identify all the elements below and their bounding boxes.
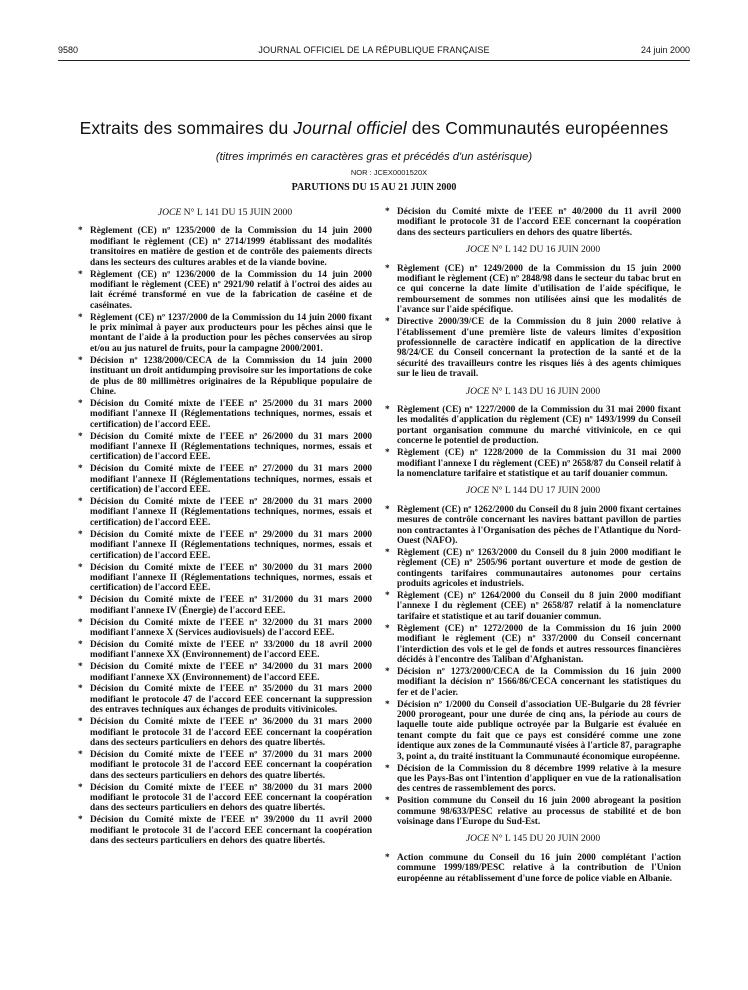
entry-text: Décision de la Commission du 8 décembre 1999 relative à la mesure que les Pays-Bas ont l'intention d'appliquer en vue de la rationalisation des centres de rassemblement des porcs. [397,763,681,795]
entry-text: Règlement (CE) nº 1237/2000 de la Commission du 14 juin 2000 fixant le prix minimal à payer aux producteurs pour les pêches ainsi que le montant de l'aide à la production pour les pêches conservées au sirop et/ou au jus naturel de fruits, pour la campagne 2000/2001. [90,312,372,354]
joce-label: JOCE [465,485,490,497]
entry-text: Décision du Comité mixte de l'EEE nº 36/2000 du 31 mars 2000 modifiant le protocole 31 de l'accord EEE concernant la coopération dans des secteurs particuliers en dehors des quatre libertés. [90,717,372,748]
joce-label: JOCE [465,385,490,397]
list-item [78,497,372,528]
section-heading-l143 [385,387,681,397]
asterisk-marker: * [78,782,83,793]
list-item [385,405,681,447]
section-issue: N° L 142 DU 16 JUIN 2000 [489,244,601,256]
entry-text: Règlement (CE) nº 1227/2000 de la Commission du 31 mai 2000 fixant les modalités d'application du règlement (CE) nº 1493/1999 du Conseil portant organisation commune du marché vitivinicole, en ce qui concerne le potentiel de production. [397,405,681,447]
entry-text: Décision du Comité mixte de l'EEE nº 30/2000 du 31 mars 2000 modifiant l'annexe II (Réglementations techniques, normes, essais et certification) de l'accord EEE. [90,562,372,594]
asterisk-marker: * [78,269,83,280]
asterisk-marker: * [78,497,83,508]
section-issue: N° L 141 DU 15 JUIN 2000 [181,207,293,218]
asterisk-marker: * [78,312,83,323]
entry-text: Règlement (CE) nº 1262/2000 du Conseil du 8 juin 2000 fixant certaines mesures de contrôle concernant les navires battant pavillon de parties non contractantes à l'Organisation des pêches de l'Atlantique du Nord-Ouest (NAFO). [397,504,681,546]
list-item [385,548,681,590]
list-item [78,618,372,639]
list-item [78,270,372,312]
issue-date: 24 juin 2000 [640,45,690,55]
entry-text: Directive 2000/39/CE de la Commission du 8 juin 2000 relative à l'établissement d'une première liste de valeurs limites d'exposition professionnelle de caractère indicatif en application de la directive 98/24/CE du Conseil concernant la protection de la santé et de la sécurité des travailleurs contre les risques liés à des agents chimiques sur le lieu de travail. [397,317,681,380]
list-item [385,796,681,827]
asterisk-marker: * [78,639,83,650]
entry-list-l141 [78,226,372,846]
asterisk-marker: * [78,815,83,826]
nor-reference: NOR : JCEX0001520X [350,168,428,177]
page-number: 9580 [58,45,79,55]
asterisk-marker: * [385,796,390,807]
page-subtitle: (titres imprimés en caractères gras et précédés d'un astérisque) [215,151,533,163]
entry-text: Règlement (CE) nº 1264/2000 du Conseil du 8 juin 2000 modifiant l'annexe I du règlement (CEE) nº 2658/87 relatif à la nomenclature tarifaire et statistique et au tarif douanier commun. [397,591,681,622]
list-item [385,700,681,762]
asterisk-marker: * [385,448,390,459]
entry-text: Règlement (CE) nº 1263/2000 du Conseil du 8 juin 2000 modifiant le règlement (CE) nº 2505/96 portant ouverture et mode de gestion de contingents tarifaires communautaires autonomes pour certains produits agricoles et industriels. [397,547,681,590]
asterisk-marker: * [385,547,390,558]
entry-text: Règlement (CE) nº 1249/2000 de la Commission du 15 juin 2000 modifiant le règlement (CE) nº 2848/98 dans le secteur du tabac brut en ce qui concerne la date limite d'utilisation de l'aide spécifique, le remboursement de sommes non utilisées ainsi que les modalités de l'avance sur l'aide spécifique. [397,263,681,316]
entry-text: Décision du Comité mixte de l'EEE nº 25/2000 du 31 mars 2000 modifiant l'annexe II (Réglementations techniques, normes, essais et certification) de l'accord EEE. [90,398,372,430]
list-item [78,717,372,748]
asterisk-marker: * [385,263,390,274]
list-item [78,226,372,268]
asterisk-marker: * [385,699,390,710]
entry-text: Décision du Comité mixte de l'EEE nº 26/2000 du 31 mars 2000 modifiant l'annexe II (Réglementations techniques, normes, essais et certification) de l'accord EEE. [90,431,372,463]
list-item [78,399,372,430]
asterisk-marker: * [385,623,390,634]
asterisk-marker: * [385,763,390,774]
list-item [78,750,372,781]
entry-list-l144 [385,505,681,828]
asterisk-marker: * [385,666,390,677]
entry-text: Décision du Comité mixte de l'EEE nº 27/2000 du 31 mars 2000 modifiant l'annexe II (Réglementations techniques, normes, essais et certification) de l'accord EEE. [90,464,372,496]
list-item [78,356,372,398]
entry-text: Décision nº 1238/2000/CECA de la Commission du 14 juin 2000 instituant un droit antidumping provisoire sur les importations de coke de plus de 80 millimètres originaires de la République populaire de Chine. [90,355,372,397]
entry-text: Décision du Comité mixte de l'EEE nº 37/2000 du 31 mars 2000 modifiant le protocole 31 de l'accord EEE concernant la coopération dans des secteurs particuliers en dehors des quatre libertés. [90,749,372,781]
asterisk-marker: * [385,591,390,601]
list-item [385,853,681,884]
asterisk-marker: * [78,562,83,573]
section-issue: N° L 144 DU 17 JUIN 2000 [489,485,601,497]
parutions-heading: PARUTIONS DU 15 AU 21 JUIN 2000 [291,182,457,193]
entry-text: Décision du Comité mixte de l'EEE nº 38/2000 du 31 mars 2000 modifiant le protocole 31 de l'accord EEE concernant la coopération dans des secteurs particuliers en dehors des quatre libertés. [90,782,372,814]
entry-text: Décision du Comité mixte de l'EEE nº 33/2000 du 18 avril 2000 modifiant l'annexe XX (Environnement) de l'accord EEE. [90,639,372,661]
left-column [78,207,372,848]
entry-list-l145 [385,853,681,884]
section-heading-l142 [385,245,681,255]
entry-text: Décision du Comité mixte de l'EEE nº 35/2000 du 31 mars 2000 modifiant le protocole 47 de l'accord EEE concernant la suppression des entraves techniques aux échanges de produits vitivinicoles. [90,684,372,716]
asterisk-marker: * [385,852,390,863]
joce-label: JOCE [465,833,490,845]
right-column [385,207,681,886]
page-title [58,118,690,139]
list-item [385,207,681,238]
list-item [78,662,372,683]
entry-text: Règlement (CE) nº 1228/2000 de la Commission du 31 mai 2000 modifiant l'annexe I du règlement (CEE) nº 2658/87 du Conseil relatif à la nomenclature tarifaire et statistique et au tarif douanier commun. [397,448,681,479]
list-item [385,264,681,316]
journal-name: JOURNAL OFFICIEL DE LA RÉPUBLIQUE FRANÇAISE [258,45,490,55]
asterisk-marker: * [78,226,83,237]
list-item [385,591,681,622]
asterisk-marker: * [78,617,83,628]
asterisk-marker: * [78,595,83,606]
list-item [78,530,372,561]
list-item [78,640,372,661]
list-item [385,317,681,379]
list-item [78,464,372,495]
list-item [385,448,681,479]
title-suffix: des Communautés européennes [406,118,669,138]
entry-text: Décision du Comité mixte de l'EEE nº 29/2000 du 31 mars 2000 modifiant l'annexe II (Réglementations techniques, normes, essais et certification) de l'accord EEE. [90,529,372,561]
list-item [385,667,681,698]
asterisk-marker: * [385,405,390,415]
asterisk-marker: * [385,207,390,217]
section-issue: N° L 145 DU 20 JUIN 2000 [489,833,601,845]
list-item [78,684,372,715]
list-item [78,313,372,355]
entry-text: Position commune du Conseil du 16 juin 2000 abrogeant la position commune 98/633/PESC relative au processus de stabilité et de bon voisinage dans l'Europe du Sud-Est. [397,796,681,828]
asterisk-marker: * [78,355,83,366]
list-item [78,783,372,814]
list-item [78,815,372,846]
joce-label: JOCE [157,207,182,218]
list-item [385,624,681,666]
entry-text: Décision du Comité mixte de l'EEE nº 40/2000 du 11 avril 2000 modifiant le protocole 31 de l'accord EEE concernant la coopération dans des secteurs particuliers en dehors des quatre libertés. [397,207,681,238]
list-item [78,595,372,616]
entry-text: Décision nº 1273/2000/CECA de la Commission du 16 juin 2000 modifiant la décision nº 1566/86/CECA concernant les statistiques du fer et de l'acier. [397,666,681,698]
title-prefix: Extraits des sommaires du [79,118,294,138]
asterisk-marker: * [78,431,83,442]
asterisk-marker: * [78,529,83,540]
joce-label: JOCE [465,244,490,256]
entry-text: Décision du Comité mixte de l'EEE nº 31/2000 du 31 mars 2000 modifiant l'annexe IV (Énergie) de l'accord EEE. [90,595,372,616]
list-item [385,764,681,795]
header-rule [58,60,690,61]
asterisk-marker: * [385,317,390,328]
entry-text: Action commune du Conseil du 16 juin 2000 complétant l'action commune 1999/189/PESC relative à la contribution de l'Union européenne au rétablissement d'une force de police viable en Albanie. [397,852,681,884]
asterisk-marker: * [78,717,83,728]
list-item [385,505,681,547]
entry-list-continued [385,207,681,238]
entry-text: Règlement (CE) nº 1235/2000 de la Commission du 14 juin 2000 modifiant le règlement (CE) nº 2714/1999 établissant des modalités transitoires en matière de gestion et de contrôle des paiements directs dans les secteurs des cultures arables et de la viande bovine. [90,226,372,268]
section-heading-l141 [78,208,372,218]
entry-text: Décision nº 1/2000 du Conseil d'association UE-Bulgarie du 28 février 2000 prorogeant, pour une durée de cinq ans, la période au cours de laquelle toute aide publique octroyée par la Bulgarie est évaluée en tenant compte du fait que ce pays est considéré comme une zone identique aux zones de la Communauté visées à l'article 87, paragraphe 3, point a, du traité instituant la Communauté économique européenne. [397,699,681,762]
entry-text: Règlement (CE) nº 1272/2000 de la Commission du 16 juin 2000 modifiant le règlement (CE) nº 337/2000 du Conseil concernant l'interdiction des vols et le gel de fonds et autres ressources financières décidés à l'encontre des Taliban d'Afghanistan. [397,623,681,665]
entry-text: Décision du Comité mixte de l'EEE nº 28/2000 du 31 mars 2000 modifiant l'annexe II (Réglementations techniques, normes, essais et certification) de l'accord EEE. [90,497,372,528]
title-italic: Journal officiel [293,118,407,138]
entry-text: Décision du Comité mixte de l'EEE nº 34/2000 du 31 mars 2000 modifiant l'annexe XX (Environnement) de l'accord EEE. [90,662,372,683]
entry-text: Décision du Comité mixte de l'EEE nº 39/2000 du 11 avril 2000 modifiant le protocole 31 de l'accord EEE concernant la coopération dans des secteurs particuliers en dehors des quatre libertés. [90,815,372,847]
asterisk-marker: * [78,662,83,673]
entry-list-l143 [385,405,681,479]
section-issue: N° L 143 DU 16 JUIN 2000 [489,385,601,397]
asterisk-marker: * [78,398,83,409]
entry-text: Décision du Comité mixte de l'EEE nº 32/2000 du 31 mars 2000 modifiant l'annexe X (Services audiovisuels) de l'accord EEE. [90,617,372,638]
section-heading-l144 [385,486,681,496]
list-item [78,563,372,594]
list-item [78,432,372,463]
asterisk-marker: * [78,684,83,695]
asterisk-marker: * [78,464,83,475]
asterisk-marker: * [78,749,83,760]
section-heading-l145 [385,834,681,844]
entry-list-l142 [385,264,681,380]
running-head [58,45,690,59]
asterisk-marker: * [385,504,390,515]
entry-text: Règlement (CE) nº 1236/2000 de la Commission du 14 juin 2000 modifiant le règlement (CEE) nº 2921/90 relatif à l'octroi des aides au lait écrémé transformé en vue de la fabrication de caséine et de caséinates. [90,269,372,311]
